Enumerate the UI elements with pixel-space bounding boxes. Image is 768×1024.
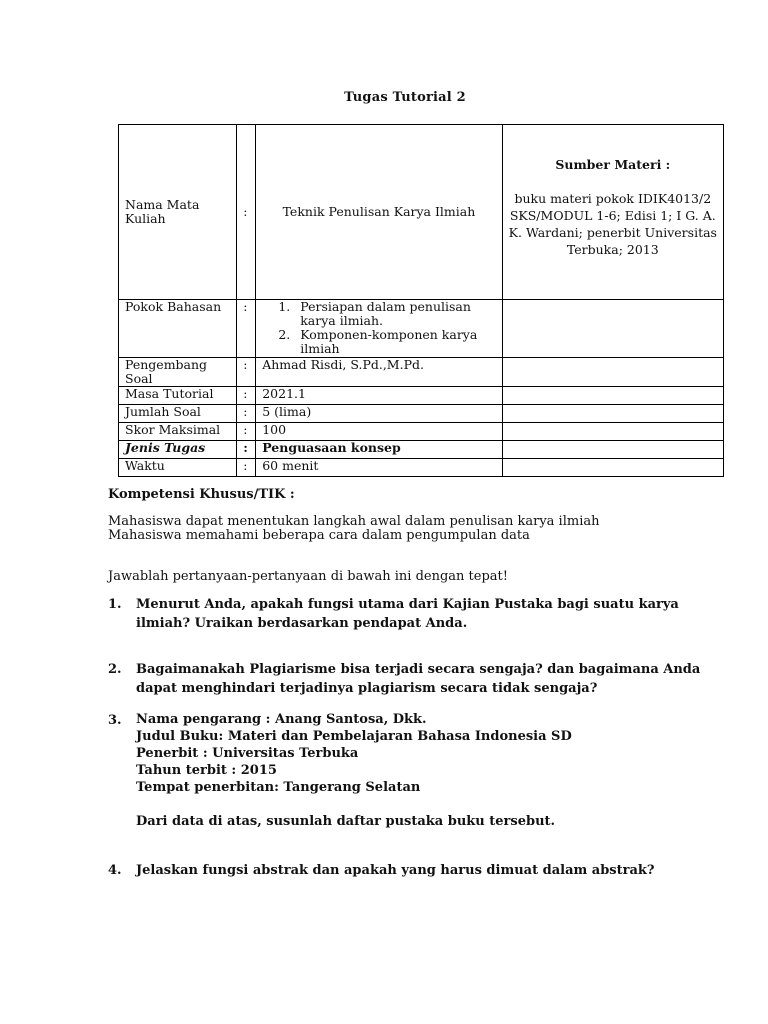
course-info-table xyxy=(118,124,724,477)
topic-list-cell xyxy=(256,300,502,358)
question-number: 2. xyxy=(108,662,122,677)
question-text: Menurut Anda, apakah fungsi utama dari Kajian Pustaka bagi suatu karya ilmiah? Uraikan berdasarkan pendapat Anda. xyxy=(136,597,679,631)
empty-cell xyxy=(502,405,723,423)
table-row xyxy=(119,423,724,441)
time-value: 60 menit xyxy=(256,459,502,477)
source-material-title: Sumber Materi : xyxy=(555,157,671,172)
table-row xyxy=(119,405,724,423)
question-instruction: Dari data di atas, susunlah daftar pustaka buku tersebut. xyxy=(136,814,556,829)
time-label: Waktu xyxy=(119,459,237,477)
book-title-line: Judul Buku: Materi dan Pembelajaran Bahasa Indonesia SD xyxy=(136,729,572,744)
topic-label: Pokok Bahasan xyxy=(119,300,237,358)
table-row xyxy=(119,387,724,405)
empty-cell xyxy=(502,423,723,441)
table-row xyxy=(119,358,724,387)
question-1 xyxy=(108,595,728,633)
tutorial-period-value: 2021.1 xyxy=(256,387,502,405)
question-number: 3. xyxy=(108,713,122,728)
empty-cell xyxy=(502,441,723,459)
question-4 xyxy=(108,861,728,880)
table-row xyxy=(119,441,724,459)
colon: : xyxy=(237,387,256,405)
colon: : xyxy=(237,300,256,358)
question-text: Jelaskan fungsi abstrak dan apakah yang harus dimuat dalam abstrak? xyxy=(136,863,655,878)
task-type-value: Penguasaan konsep xyxy=(256,441,502,459)
question-body xyxy=(136,711,728,830)
year-line: Tahun terbit : 2015 xyxy=(136,763,277,778)
max-score-label: Skor Maksimal xyxy=(119,423,237,441)
question-text: Bagaimanakah Plagiarisme bisa terjadi secara sengaja? dan bagaimana Anda dapat menghindari terjadinya plagiarism secara tidak sengaja? xyxy=(136,662,701,696)
colon: : xyxy=(237,423,256,441)
max-score-value: 100 xyxy=(256,423,502,441)
course-name-label: Nama Mata Kuliah xyxy=(119,125,237,300)
question-3 xyxy=(108,711,728,830)
competency-heading: Kompetensi Khusus/TIK : xyxy=(108,487,295,502)
task-type-label: Jenis Tugas xyxy=(119,441,237,459)
tutorial-period-label: Masa Tutorial xyxy=(119,387,237,405)
question-count-label: Jumlah Soal xyxy=(119,405,237,423)
source-material-cell xyxy=(502,125,723,300)
table-row xyxy=(119,300,724,358)
question-number: 1. xyxy=(108,597,122,612)
question-count-value: 5 (lima) xyxy=(256,405,502,423)
table-row xyxy=(119,459,724,477)
course-name-value: Teknik Penulisan Karya Ilmiah xyxy=(256,125,502,300)
competency-line: Mahasiswa dapat menentukan langkah awal dalam penulisan karya ilmiah xyxy=(108,514,600,529)
empty-cell xyxy=(502,459,723,477)
instruction-text: Jawablah pertanyaan-pertanyaan di bawah ini dengan tepat! xyxy=(108,569,508,584)
developer-value: Ahmad Risdi, S.Pd.,M.Pd. xyxy=(256,358,502,387)
competency-line: Mahasiswa memahami beberapa cara dalam pengumpulan data xyxy=(108,528,530,543)
question-2 xyxy=(108,660,728,698)
colon: : xyxy=(237,441,256,459)
empty-cell xyxy=(502,387,723,405)
topic-list xyxy=(262,300,495,356)
source-material-text: buku materi pokok IDIK4013/2 SKS/MODUL 1-6; Edisi 1; I G. A. K. Wardani; penerbit Universitas Terbuka; 2013 xyxy=(508,191,717,257)
empty-cell xyxy=(502,358,723,387)
table-row xyxy=(119,125,724,300)
place-line: Tempat penerbitan: Tangerang Selatan xyxy=(136,780,421,795)
colon: : xyxy=(237,405,256,423)
colon: : xyxy=(237,358,256,387)
colon: : xyxy=(237,459,256,477)
colon: : xyxy=(237,125,256,300)
list-item: 1. Persiapan dalam penulisan karya ilmiah. xyxy=(294,300,495,328)
document-title: Tugas Tutorial 2 xyxy=(344,90,466,105)
publisher-line: Penerbit : Universitas Terbuka xyxy=(136,746,359,761)
author-line: Nama pengarang : Anang Santosa, Dkk. xyxy=(136,712,427,727)
developer-label: Pengembang Soal xyxy=(119,358,237,387)
question-number: 4. xyxy=(108,863,122,878)
list-item: 2. Komponen-komponen karya ilmiah xyxy=(294,328,495,356)
empty-cell xyxy=(502,300,723,358)
